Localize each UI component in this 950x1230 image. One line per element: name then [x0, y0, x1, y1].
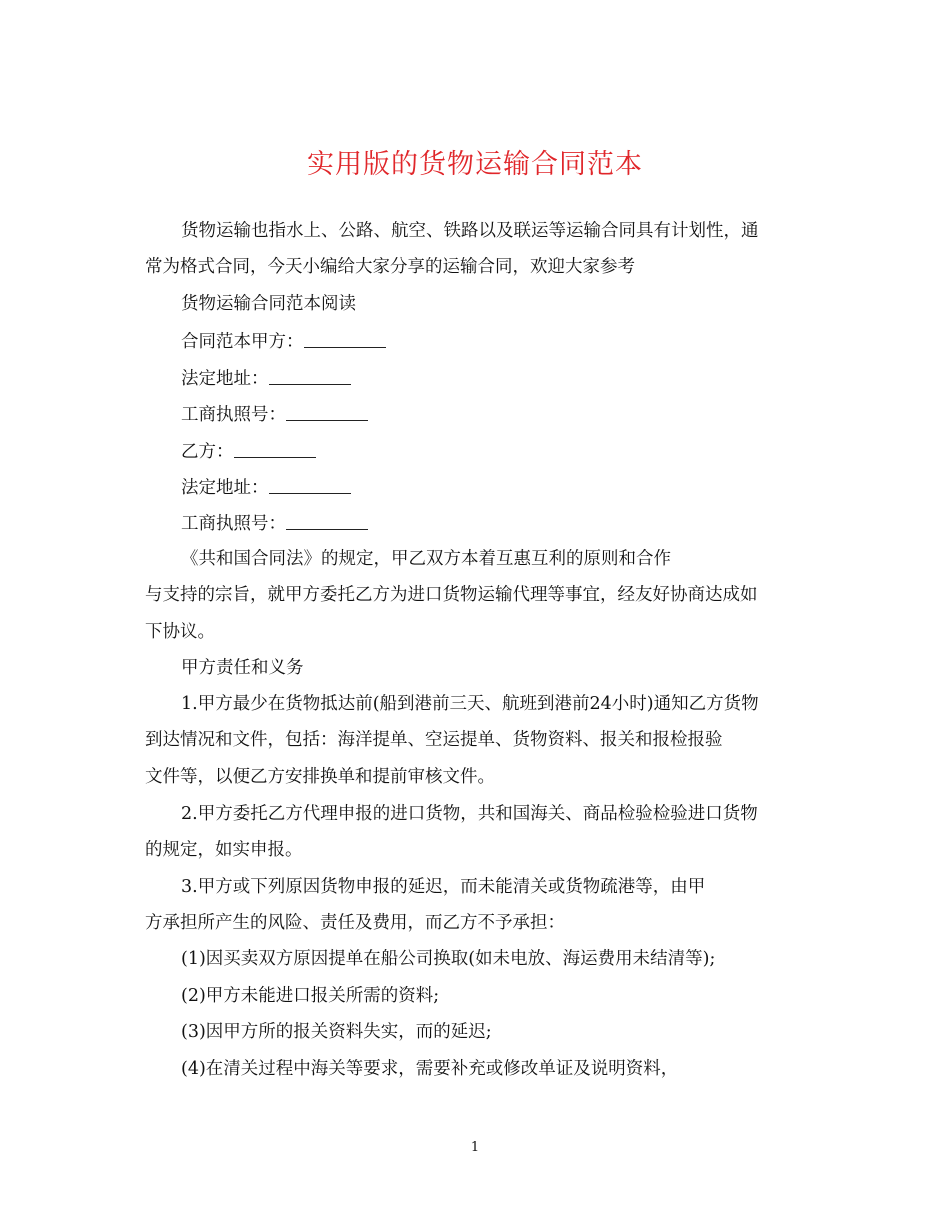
form-line-party-b [181, 443, 316, 462]
form-line-address [181, 370, 351, 389]
field-label: 乙方： [181, 442, 234, 462]
paragraph-line: 方承担所产生的风险、责任及费用，而乙方不予承担： [145, 913, 565, 933]
paragraph-line: 3.甲方或下列原因货物申报的延迟，而未能清关或货物疏港等，由甲 [181, 877, 706, 897]
section-heading: 甲方责任和义务 [181, 658, 304, 678]
field-label: 工商执照号： [181, 405, 286, 425]
list-item: (2)甲方未能进口报关所需的资料; [181, 986, 440, 1006]
paragraph-line: 文件等，以便乙方安排换单和提前审核文件。 [145, 767, 495, 787]
form-line-license [181, 515, 368, 534]
paragraph-line: 到达情况和文件，包括：海洋提单、空运提单、货物资料、报关和报检报验 [145, 730, 723, 750]
paragraph-line: 2.甲方委托乙方代理申报的进口货物，共和国海关、商品检验检验进口货物 [181, 804, 758, 824]
paragraph-line: 常为格式合同，今天小编给大家分享的运输合同，欢迎大家参考 [145, 257, 635, 277]
list-item: (1)因买卖双方原因提单在船公司换取(如未电放、海运费用未结清等); [181, 949, 716, 969]
paragraph-line: 《共和国合同法》的规定，甲乙双方本着互惠互利的原则和合作 [181, 549, 671, 569]
blank-underline [269, 479, 351, 494]
form-line-license [181, 406, 368, 425]
paragraph-line: 与支持的宗旨，就甲方委托乙方为进口货物运输代理等事宜，经友好协商达成如 [145, 585, 758, 605]
form-line-party-a [181, 333, 386, 352]
field-label: 法定地址： [181, 478, 269, 498]
blank-underline [234, 443, 316, 458]
paragraph-line: 货物运输也指水上、公路、航空、铁路以及联运等运输合同具有计划性，通 [181, 221, 759, 241]
paragraph-line: 货物运输合同范本阅读 [181, 294, 356, 314]
page-number: 1 [470, 1140, 480, 1155]
blank-underline [304, 333, 386, 348]
field-label: 合同范本甲方： [181, 332, 304, 352]
list-item: (3)因甲方所的报关资料失实，而的延迟; [181, 1022, 492, 1042]
paragraph-line: 1.甲方最少在货物抵达前(船到港前三天、航班到港前24小时)通知乙方货物 [181, 694, 759, 714]
paragraph-line: 的规定，如实申报。 [145, 840, 303, 860]
field-label: 法定地址： [181, 369, 269, 389]
blank-underline [286, 515, 368, 530]
form-line-address [181, 479, 351, 498]
list-item: (4)在清关过程中海关等要求，需要补充或修改单证及说明资料， [181, 1059, 679, 1079]
document-title: 实用版的货物运输合同范本 [307, 149, 643, 180]
blank-underline [286, 406, 368, 421]
blank-underline [269, 370, 351, 385]
paragraph-line: 下协议。 [145, 622, 215, 642]
field-label: 工商执照号： [181, 514, 286, 534]
